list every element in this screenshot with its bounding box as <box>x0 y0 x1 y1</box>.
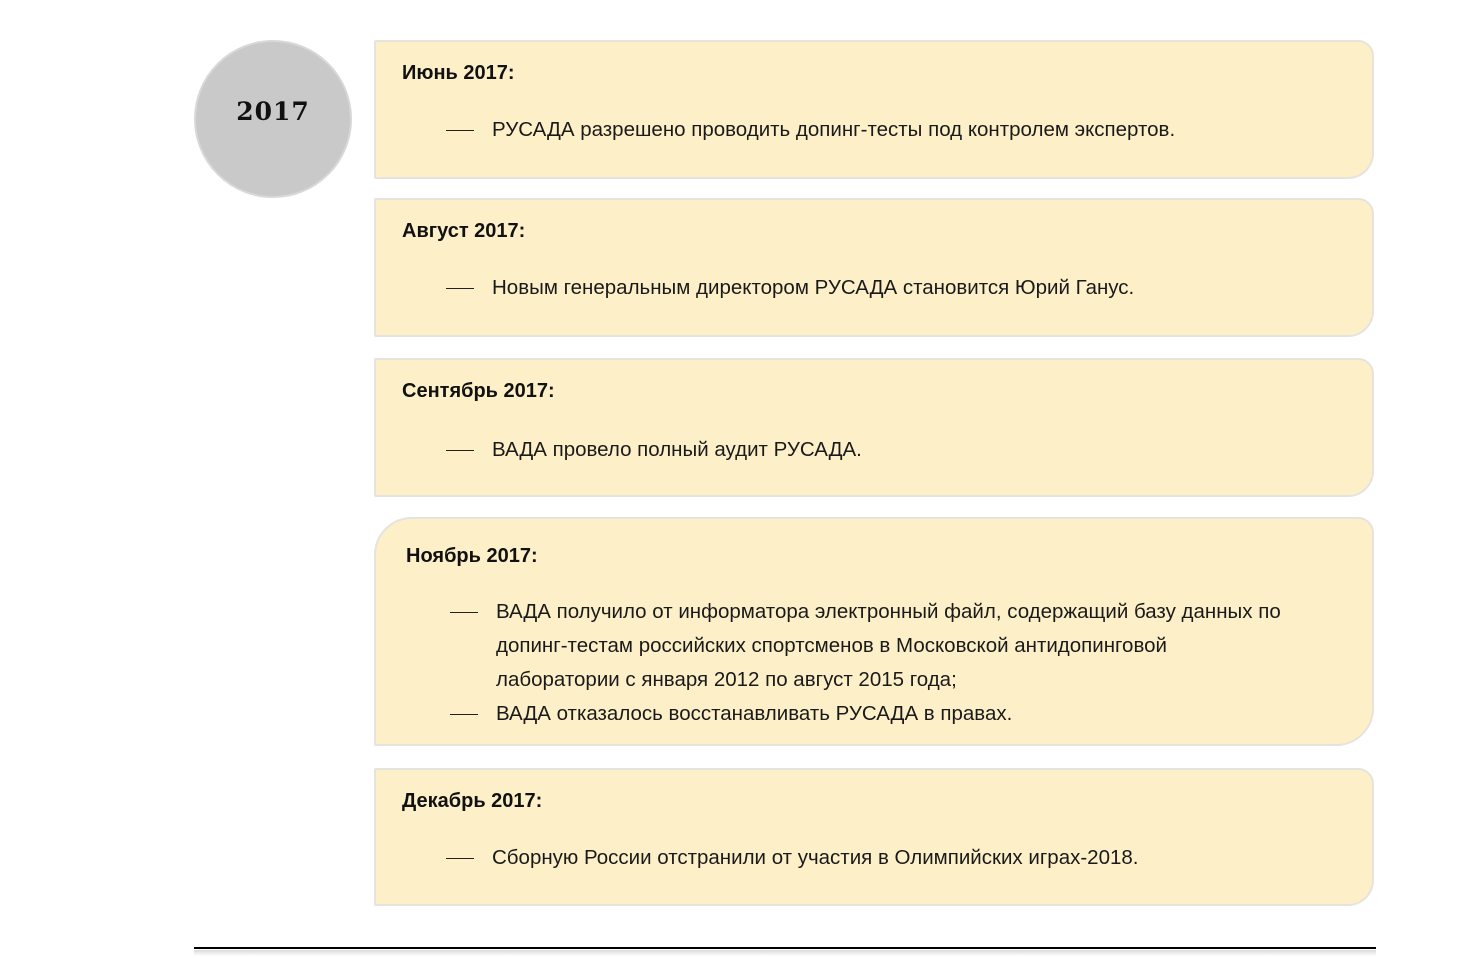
timeline-card-august <box>374 198 1374 337</box>
timeline-card-december <box>374 768 1374 906</box>
bullet-list <box>446 841 1332 875</box>
list-item <box>450 697 1292 731</box>
bullet-text: Сборную России отстранили от участия в Олимпийских играх-2018. <box>492 846 1139 869</box>
dash-icon <box>446 858 474 859</box>
dash-icon <box>450 612 478 613</box>
year-circle <box>194 40 352 198</box>
card-title: Август 2017: <box>402 220 526 242</box>
timeline-card-november <box>374 517 1374 746</box>
bottom-divider-shadow <box>194 950 1376 956</box>
bullet-text: ВАДА получило от информатора электронный файл, содержащий базу данных по допинг-тестам российских спортсменов в Московской антидопинговой лаборатории с января 2012 по август 2015 года; <box>496 600 1281 691</box>
timeline-card-september <box>374 358 1374 497</box>
bullet-text: ВАДА отказалось восстанавливать РУСАДА в правах. <box>496 702 1013 725</box>
list-item <box>446 841 1332 875</box>
bullet-text: РУСАДА разрешено проводить допинг-тесты под контролем экспертов. <box>492 118 1176 141</box>
card-title: Июнь 2017: <box>402 62 515 84</box>
card-title: Декабрь 2017: <box>402 790 543 812</box>
list-item <box>446 271 1332 305</box>
list-item <box>446 433 1332 467</box>
bullet-list <box>446 271 1332 305</box>
card-title: Сентябрь 2017: <box>402 380 555 402</box>
dash-icon <box>446 288 474 289</box>
timeline-card-june <box>374 40 1374 179</box>
list-item <box>446 113 1332 147</box>
bullet-text: Новым генеральным директором РУСАДА становится Юрий Ганус. <box>492 276 1135 299</box>
bullet-list <box>446 433 1332 467</box>
list-item <box>450 595 1292 697</box>
card-title: Ноябрь 2017: <box>406 545 538 567</box>
dash-icon <box>446 130 474 131</box>
dash-icon <box>450 714 478 715</box>
bullet-text: ВАДА провело полный аудит РУСАДА. <box>492 438 862 461</box>
dash-icon <box>446 450 474 451</box>
bottom-divider <box>194 947 1376 949</box>
bullet-list <box>446 113 1332 147</box>
bullet-list <box>450 595 1292 731</box>
year-label: 2017 <box>236 96 310 126</box>
